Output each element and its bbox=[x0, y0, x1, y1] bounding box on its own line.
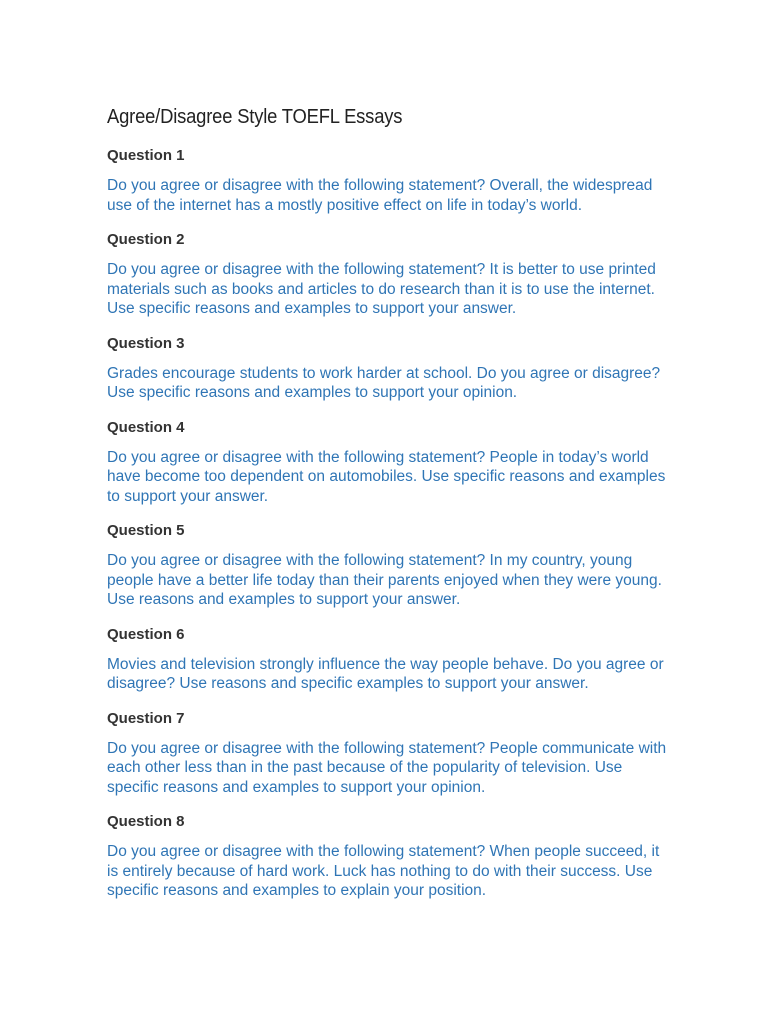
question-heading: Question 5 bbox=[107, 522, 185, 539]
question-text: Do you agree or disagree with the following statement? When people succeed, it is entirely because of hard work. Luck has nothing to do with their success. Use specific reasons and examples to explain your position. bbox=[107, 843, 660, 899]
question-text: Do you agree or disagree with the following statement? People in today’s world have become too dependent on automobiles. Use specific reasons and examples to support your answer. bbox=[107, 448, 666, 505]
question-heading: Question 7 bbox=[107, 709, 185, 727]
question-heading: Question 8 bbox=[107, 813, 185, 830]
question-text: Do you agree or disagree with the following statement? Overall, the widespread use of the internet has a mostly positive effect on life in today’s world. bbox=[107, 177, 653, 214]
question-7 bbox=[107, 710, 667, 798]
question-heading: Question 2 bbox=[107, 231, 185, 248]
question-8 bbox=[107, 813, 667, 901]
question-1 bbox=[107, 147, 667, 215]
question-5 bbox=[107, 522, 667, 610]
question-heading: Question 3 bbox=[107, 334, 185, 352]
question-text: Grades encourage students to work harder at school. Do you agree or disagree? Use specific reasons and examples to support your opinion. bbox=[107, 364, 661, 401]
question-heading: Question 6 bbox=[107, 625, 185, 643]
document-body bbox=[107, 106, 667, 917]
question-3 bbox=[107, 335, 667, 403]
question-text: Do you agree or disagree with the following statement? In my country, young people have a better life today than their parents enjoyed when they were young. Use reasons and examples to support your answer. bbox=[107, 552, 662, 608]
question-text: Do you agree or disagree with the following statement? People communicate with each other less than in the past because of the popularity of television. Use specific reasons and examples to support your opinion. bbox=[107, 739, 667, 796]
question-text: Do you agree or disagree with the following statement? It is better to use printed materials such as books and articles to do research than it is to use the internet. Use specific reasons and examples to support your answer. bbox=[107, 261, 656, 317]
question-text: Movies and television strongly influence the way people behave. Do you agree or disagree? Use reasons and specific examples to support your answer. bbox=[107, 655, 664, 692]
question-heading: Question 4 bbox=[107, 418, 185, 436]
question-6 bbox=[107, 626, 667, 694]
document-title: Agree/Disagree Style TOEFL Essays bbox=[107, 106, 403, 128]
question-heading: Question 1 bbox=[107, 147, 185, 164]
question-2 bbox=[107, 231, 667, 319]
question-4 bbox=[107, 419, 667, 507]
